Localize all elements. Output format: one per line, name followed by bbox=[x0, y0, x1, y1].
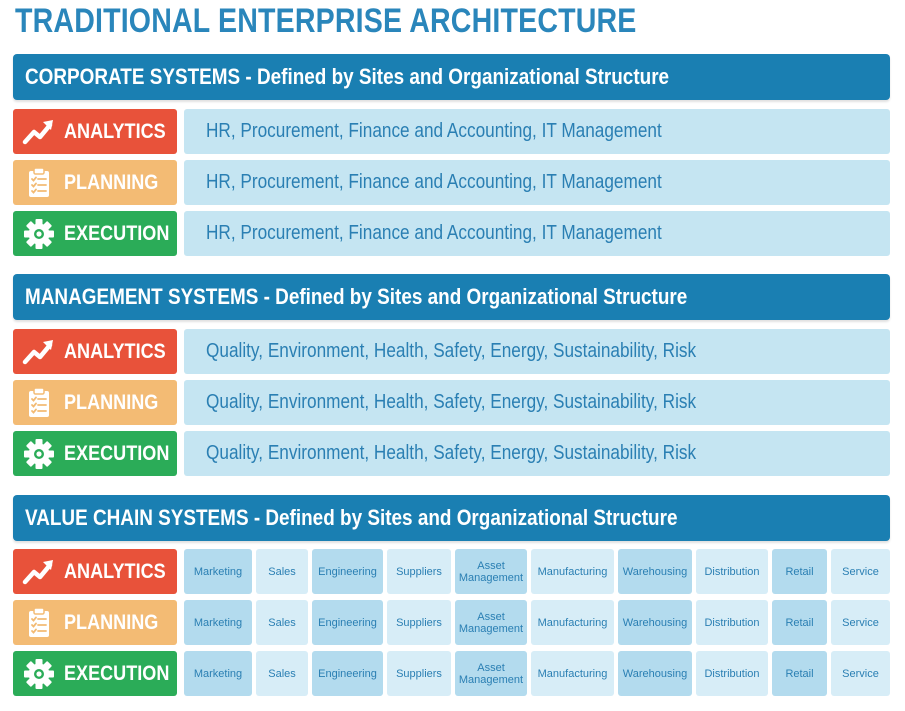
value-chain-cell bbox=[312, 651, 383, 696]
management-analytics-text: Quality, Environment, Health, Safety, Energy, Sustainability, Risk bbox=[206, 340, 697, 362]
management-analytics-detail bbox=[184, 329, 890, 374]
value-chain-cell-label: Distribution bbox=[704, 616, 760, 629]
management-analytics-row bbox=[13, 329, 890, 374]
value-chain-cell-label: Suppliers bbox=[396, 616, 442, 629]
value-chain-cell-label: Engineering bbox=[318, 565, 377, 578]
planning-badge bbox=[13, 160, 177, 205]
planning-badge bbox=[13, 600, 177, 645]
value-chain-cell bbox=[831, 651, 890, 696]
value-chain-cell bbox=[387, 651, 451, 696]
analytics-label: ANALYTICS bbox=[64, 119, 166, 143]
value-chain-cell-label: Service bbox=[842, 667, 879, 680]
corporate-execution-detail bbox=[184, 211, 890, 256]
value-chain-cell-label: Marketing bbox=[193, 667, 243, 680]
analytics-badge bbox=[13, 549, 177, 594]
trend-up-arrow-icon bbox=[22, 555, 56, 589]
value-chain-systems-section bbox=[13, 495, 890, 541]
value-chain-cells bbox=[184, 549, 890, 594]
value-chain-cell bbox=[312, 600, 383, 645]
value-chain-cell bbox=[618, 651, 692, 696]
corporate-planning-detail bbox=[184, 160, 890, 205]
management-execution-text: Quality, Environment, Health, Safety, Energy, Sustainability, Risk bbox=[206, 442, 697, 464]
analytics-badge bbox=[13, 109, 177, 154]
value-chain-cell bbox=[455, 651, 527, 696]
management-execution-row bbox=[13, 431, 890, 476]
clipboard-checklist-icon bbox=[22, 166, 56, 200]
value-chain-cell bbox=[531, 549, 614, 594]
gear-icon bbox=[22, 657, 56, 691]
value-chain-cell-label: Retail bbox=[785, 565, 814, 578]
value-chain-cell-label: Manufacturing bbox=[537, 565, 608, 578]
value-chain-cell bbox=[184, 549, 252, 594]
corporate-planning-text: HR, Procurement, Finance and Accounting, IT Management bbox=[206, 171, 662, 193]
value-chain-cell-label: Asset Management bbox=[458, 610, 524, 635]
planning-badge bbox=[13, 380, 177, 425]
trend-up-arrow-icon bbox=[22, 115, 56, 149]
value-chain-cell bbox=[455, 549, 527, 594]
value-chain-cell-label: Sales bbox=[268, 565, 296, 578]
value-chain-cell bbox=[256, 600, 308, 645]
value-chain-cell bbox=[184, 600, 252, 645]
value-chain-cell bbox=[618, 600, 692, 645]
management-systems-header bbox=[13, 274, 890, 320]
corporate-analytics-text: HR, Procurement, Finance and Accounting, IT Management bbox=[206, 120, 662, 142]
value-chain-cell-label: Service bbox=[842, 565, 879, 578]
value-chain-analytics-row bbox=[13, 549, 890, 594]
value-chain-planning-row bbox=[13, 600, 890, 645]
value-chain-cell-label: Asset Management bbox=[458, 559, 524, 584]
value-chain-cell bbox=[772, 651, 827, 696]
corporate-analytics-detail bbox=[184, 109, 890, 154]
analytics-label: ANALYTICS bbox=[64, 559, 166, 583]
value-chain-systems-header bbox=[13, 495, 890, 541]
value-chain-cell bbox=[831, 600, 890, 645]
corporate-analytics-row bbox=[13, 109, 890, 154]
execution-badge bbox=[13, 211, 177, 256]
value-chain-cell-label: Suppliers bbox=[396, 565, 442, 578]
value-chain-execution-row bbox=[13, 651, 890, 696]
value-chain-cells bbox=[184, 651, 890, 696]
value-chain-cell-label: Manufacturing bbox=[537, 616, 608, 629]
corporate-systems-section bbox=[13, 54, 890, 100]
value-chain-cell bbox=[618, 549, 692, 594]
corporate-systems-header-text: CORPORATE SYSTEMS - Defined by Sites and Organizational Structure bbox=[25, 64, 670, 89]
value-chain-cell-label: Manufacturing bbox=[537, 667, 608, 680]
value-chain-cell-label: Marketing bbox=[193, 565, 243, 578]
value-chain-cell-label: Sales bbox=[268, 616, 296, 629]
value-chain-cell bbox=[256, 549, 308, 594]
value-chain-cell-label: Distribution bbox=[704, 667, 760, 680]
value-chain-cell bbox=[696, 549, 768, 594]
clipboard-checklist-icon bbox=[22, 606, 56, 640]
management-planning-row bbox=[13, 380, 890, 425]
management-planning-text: Quality, Environment, Health, Safety, Energy, Sustainability, Risk bbox=[206, 391, 697, 413]
clipboard-checklist-icon bbox=[22, 386, 56, 420]
value-chain-cell-label: Sales bbox=[268, 667, 296, 680]
value-chain-cell-label: Warehousing bbox=[622, 565, 688, 578]
planning-label: PLANNING bbox=[64, 390, 159, 414]
value-chain-cell bbox=[531, 600, 614, 645]
management-systems-header-text: MANAGEMENT SYSTEMS - Defined by Sites and Organizational Structure bbox=[25, 284, 688, 309]
execution-badge bbox=[13, 431, 177, 476]
analytics-label: ANALYTICS bbox=[64, 339, 166, 363]
value-chain-cell bbox=[455, 600, 527, 645]
value-chain-cell bbox=[772, 549, 827, 594]
value-chain-cell-label: Retail bbox=[785, 616, 814, 629]
analytics-badge bbox=[13, 329, 177, 374]
value-chain-cell bbox=[184, 651, 252, 696]
execution-label: EXECUTION bbox=[64, 221, 170, 245]
value-chain-cell-label: Asset Management bbox=[458, 661, 524, 686]
value-chain-cell bbox=[256, 651, 308, 696]
corporate-execution-text: HR, Procurement, Finance and Accounting, IT Management bbox=[206, 222, 662, 244]
management-systems-section bbox=[13, 274, 890, 320]
value-chain-systems-header-text: VALUE CHAIN SYSTEMS - Defined by Sites and Organizational Structure bbox=[25, 505, 678, 530]
corporate-systems-header bbox=[13, 54, 890, 100]
value-chain-cell-label: Engineering bbox=[318, 667, 377, 680]
execution-badge bbox=[13, 651, 177, 696]
corporate-planning-row bbox=[13, 160, 890, 205]
value-chain-cell bbox=[387, 549, 451, 594]
value-chain-cell bbox=[696, 651, 768, 696]
value-chain-cell-label: Distribution bbox=[704, 565, 760, 578]
value-chain-cell-label: Warehousing bbox=[622, 616, 688, 629]
execution-label: EXECUTION bbox=[64, 661, 170, 685]
corporate-execution-row bbox=[13, 211, 890, 256]
value-chain-cell bbox=[312, 549, 383, 594]
value-chain-cell-label: Warehousing bbox=[622, 667, 688, 680]
value-chain-cell bbox=[531, 651, 614, 696]
value-chain-cell-label: Retail bbox=[785, 667, 814, 680]
gear-icon bbox=[22, 217, 56, 251]
management-execution-detail bbox=[184, 431, 890, 476]
value-chain-cell-label: Service bbox=[842, 616, 879, 629]
gear-icon bbox=[22, 437, 56, 471]
value-chain-cell-label: Marketing bbox=[193, 616, 243, 629]
value-chain-cell bbox=[387, 600, 451, 645]
value-chain-cell bbox=[696, 600, 768, 645]
page-title: TRADITIONAL ENTERPRISE ARCHITECTURE bbox=[15, 2, 637, 40]
planning-label: PLANNING bbox=[64, 610, 159, 634]
trend-up-arrow-icon bbox=[22, 335, 56, 369]
execution-label: EXECUTION bbox=[64, 441, 170, 465]
value-chain-cell bbox=[831, 549, 890, 594]
planning-label: PLANNING bbox=[64, 170, 159, 194]
value-chain-cell-label: Engineering bbox=[318, 616, 377, 629]
management-planning-detail bbox=[184, 380, 890, 425]
value-chain-cells bbox=[184, 600, 890, 645]
value-chain-cell bbox=[772, 600, 827, 645]
value-chain-cell-label: Suppliers bbox=[396, 667, 442, 680]
